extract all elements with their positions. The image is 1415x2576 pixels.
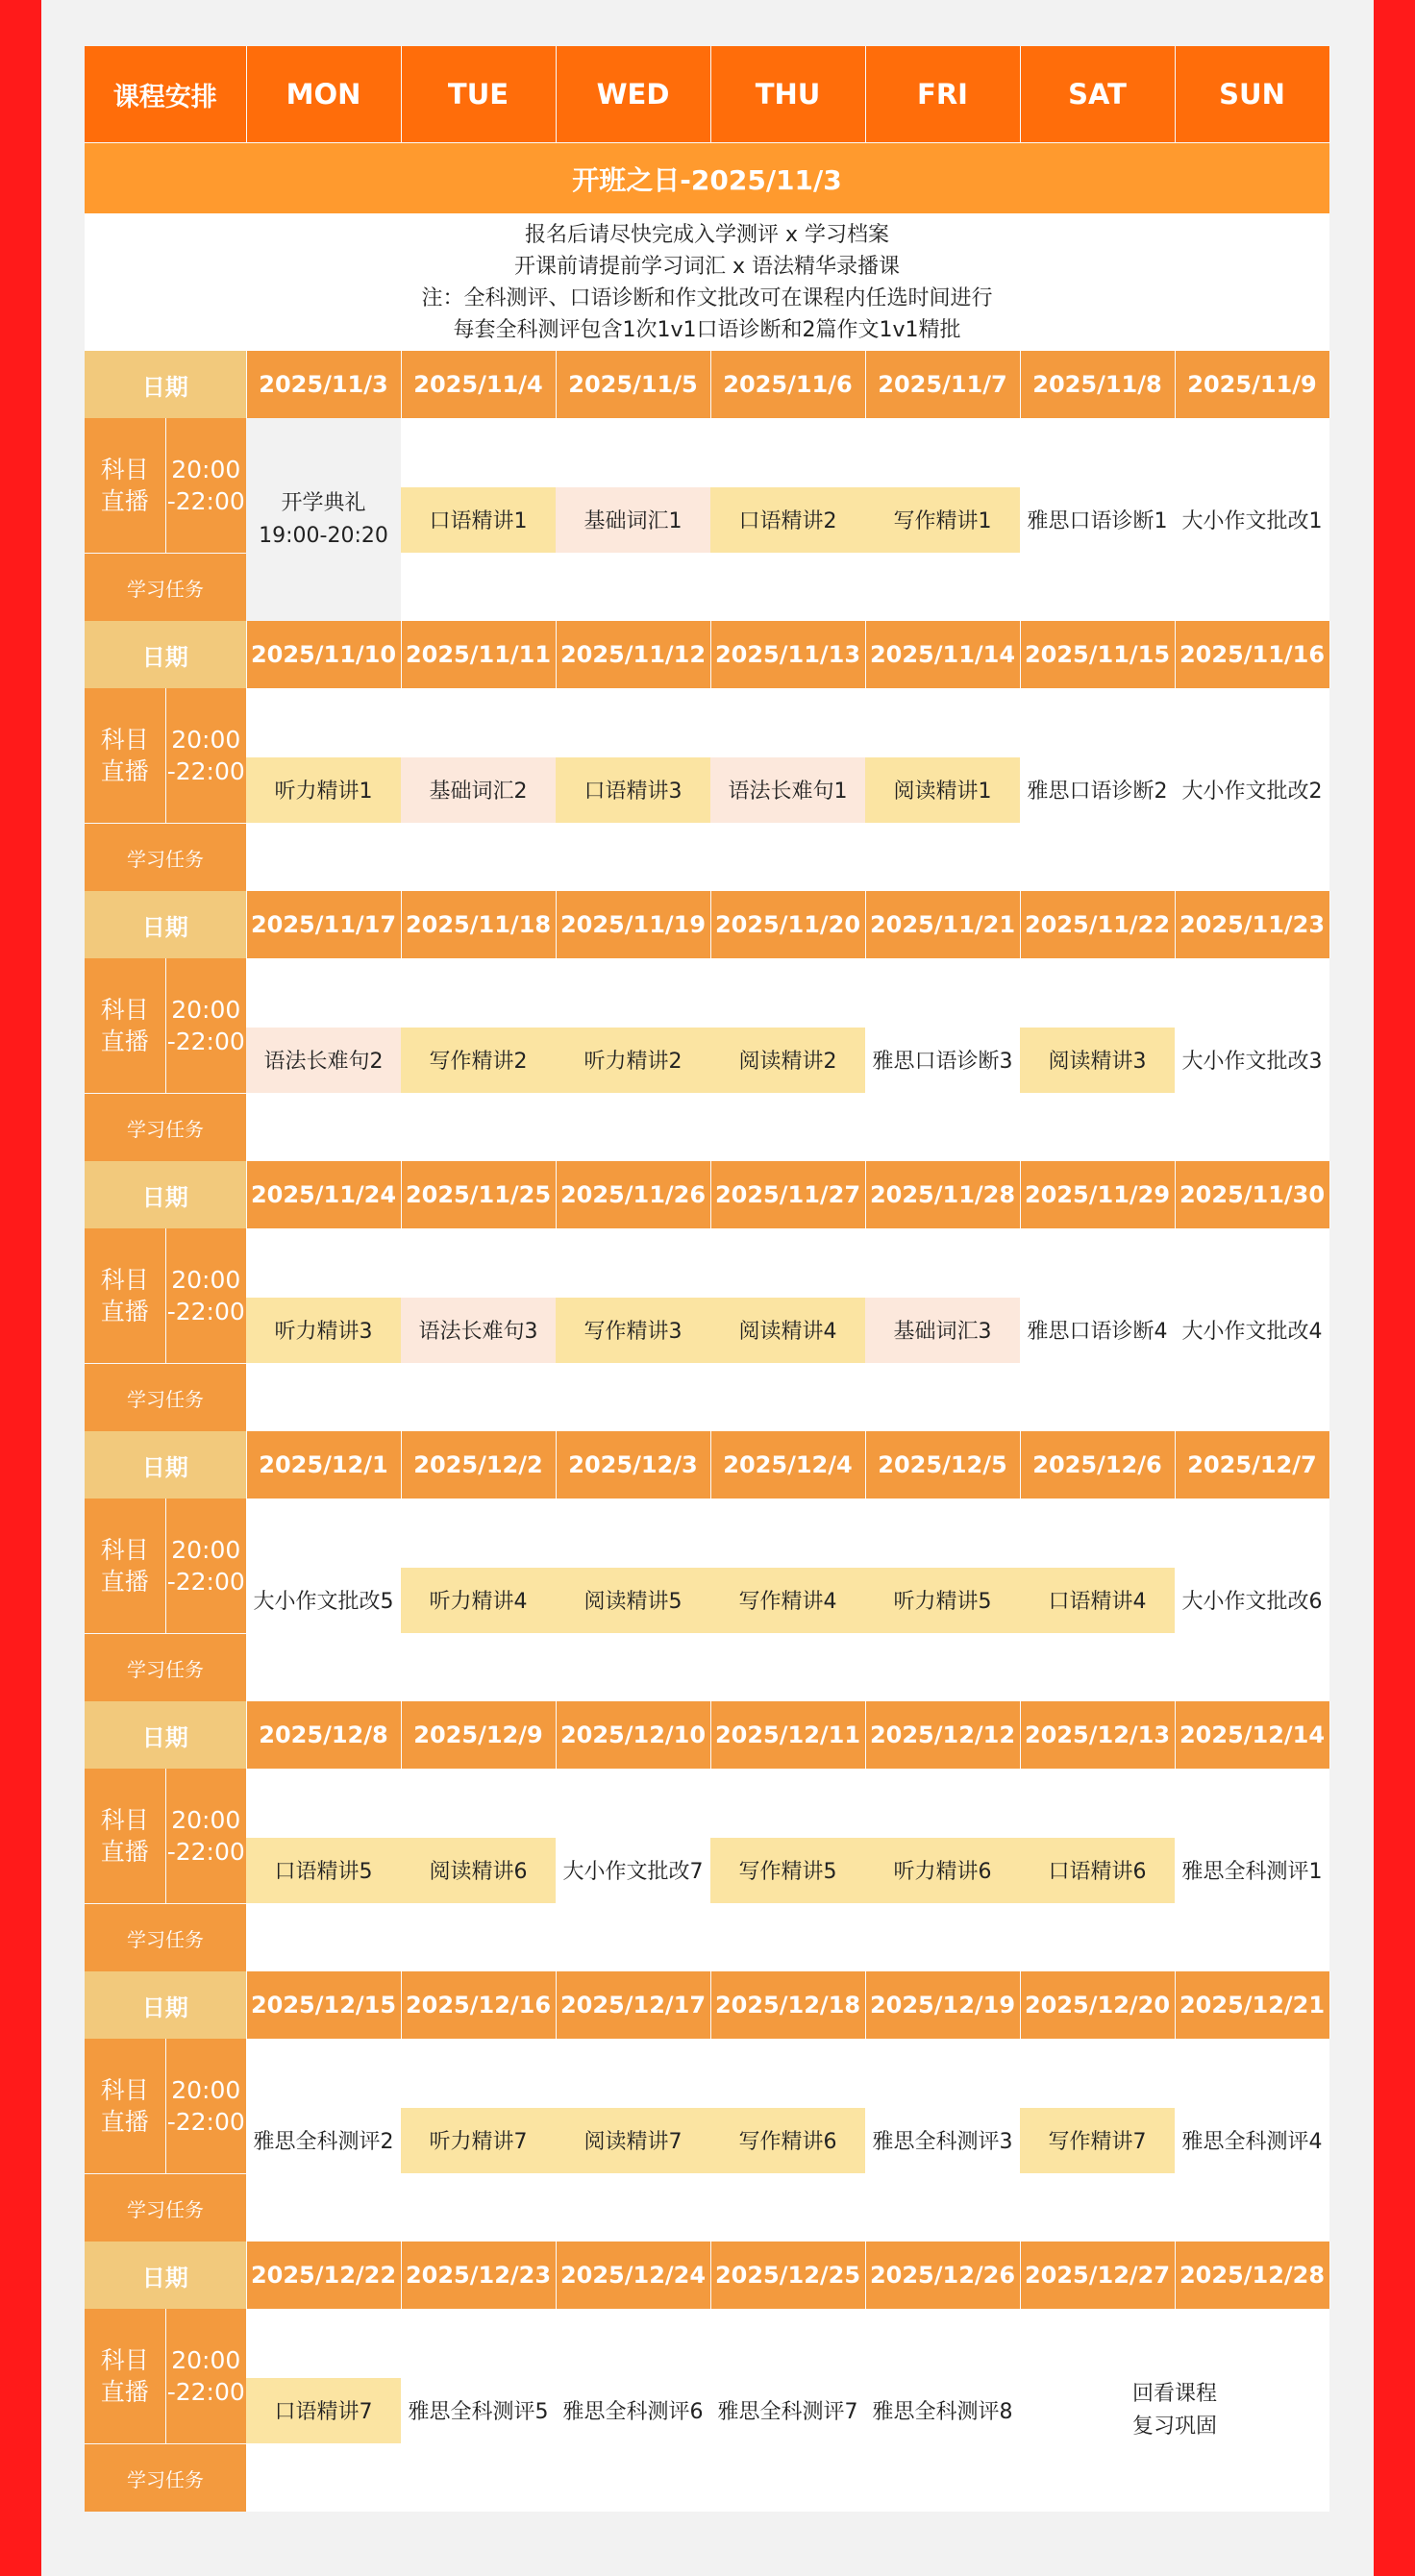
class-name: 雅思全科测评5: [408, 2400, 549, 2424]
class-name: 口语精讲1: [401, 487, 556, 553]
class-name: 基础词汇2: [401, 757, 556, 823]
time-label-line2: -22:00: [166, 2378, 245, 2406]
date-cell: 2025/11/25: [401, 1161, 556, 1228]
date-cell: 2025/12/25: [710, 2242, 865, 2309]
time-label-line1: 20:00: [171, 1536, 241, 1564]
date-cell: 2025/12/2: [401, 1431, 556, 1499]
class-row: [85, 958, 1329, 1094]
time-label-line1: 20:00: [171, 1266, 241, 1294]
date-cell: 2025/11/29: [1020, 1161, 1175, 1228]
date-cell: 2025/12/27: [1020, 2242, 1175, 2309]
date-cell: 2025/12/8: [246, 1701, 401, 1769]
class-cell: [401, 2039, 556, 2242]
study-task-label: 学习任务: [85, 2174, 246, 2242]
live-time-label: [165, 1499, 246, 1634]
class-cell: [1175, 1499, 1329, 1701]
date-cell: 2025/11/14: [865, 621, 1020, 688]
subject-label-line1: 科目: [100, 1536, 149, 1564]
class-name: 大小作文批改6: [1181, 1590, 1323, 1614]
class-cell: [246, 1769, 401, 1971]
day-header-sun: SUN: [1175, 46, 1329, 143]
date-label: 日期: [85, 1431, 246, 1499]
class-name: 雅思全科测评4: [1181, 2130, 1323, 2154]
class-cell: [246, 1228, 401, 1431]
subject-label-line1: 科目: [100, 1806, 149, 1834]
class-name: 雅思全科测评2: [253, 2130, 394, 2154]
date-label: 日期: [85, 1701, 246, 1769]
class-name: 大小作文批改4: [1181, 1320, 1323, 1344]
subject-label-line1: 科目: [100, 456, 149, 483]
class-cell: [1020, 418, 1175, 621]
date-row: [85, 351, 1329, 418]
class-cell: [401, 1499, 556, 1701]
class-name: 大小作文批改7: [562, 1860, 704, 1884]
date-cell: 2025/11/9: [1175, 351, 1329, 418]
date-row: [85, 621, 1329, 688]
class-name: 写作精讲7: [1020, 2108, 1175, 2173]
date-row: [85, 2242, 1329, 2309]
class-name: 口语精讲5: [246, 1838, 401, 1903]
class-name: 基础词汇1: [556, 487, 710, 553]
class-cell: [865, 2309, 1020, 2512]
subject-label-line1: 科目: [100, 2346, 149, 2374]
class-name: 阅读精讲4: [710, 1298, 865, 1363]
date-cell: 2025/12/4: [710, 1431, 865, 1499]
date-cell: 2025/12/22: [246, 2242, 401, 2309]
date-cell: 2025/11/20: [710, 891, 865, 958]
class-name: 听力精讲1: [246, 757, 401, 823]
class-cell: [1020, 688, 1175, 891]
class-row: [85, 1499, 1329, 1634]
date-cell: 2025/11/17: [246, 891, 401, 958]
class-cell: [1020, 1228, 1175, 1431]
date-label: 日期: [85, 891, 246, 958]
date-cell: 2025/11/11: [401, 621, 556, 688]
time-label-line1: 20:00: [171, 1806, 241, 1834]
subject-label-line2: 直播: [100, 1298, 149, 1325]
date-cell: 2025/12/19: [865, 1971, 1020, 2039]
date-cell: 2025/12/7: [1175, 1431, 1329, 1499]
date-cell: 2025/11/10: [246, 621, 401, 688]
time-label-line2: -22:00: [166, 487, 245, 515]
class-name: 雅思全科测评7: [717, 2400, 858, 2424]
class-cell: [401, 2309, 556, 2512]
subject-label-line1: 科目: [100, 726, 149, 754]
notes-block: [85, 213, 1329, 351]
class-cell: [710, 688, 865, 891]
note-line: 开课前请提前学习词汇 x 语法精华录播课: [513, 254, 900, 279]
subject-live-label: [85, 418, 165, 554]
class-cell: [401, 418, 556, 621]
time-label-line2: -22:00: [166, 1298, 245, 1325]
class-name: 听力精讲5: [865, 1568, 1020, 1633]
class-cell: [710, 418, 865, 621]
class-cell: [556, 1769, 710, 1971]
class-row: [85, 688, 1329, 824]
class-cell: [556, 418, 710, 621]
class-cell: [1020, 958, 1175, 1161]
class-cell: [401, 958, 556, 1161]
time-label-line2: -22:00: [166, 757, 245, 785]
class-name: 雅思全科测评6: [562, 2400, 704, 2424]
date-cell: 2025/12/6: [1020, 1431, 1175, 1499]
date-row: [85, 1161, 1329, 1228]
class-name: 基础词汇3: [865, 1298, 1020, 1363]
date-cell: 2025/12/11: [710, 1701, 865, 1769]
date-cell: 2025/12/10: [556, 1701, 710, 1769]
class-name: 雅思全科测评1: [1181, 1860, 1323, 1884]
subject-label-line1: 科目: [100, 996, 149, 1024]
class-cell: [1175, 958, 1329, 1161]
class-cell: [401, 1228, 556, 1431]
class-cell: [710, 2309, 865, 2512]
class-cell: [865, 2039, 1020, 2242]
study-task-label: 学习任务: [85, 824, 246, 892]
class-name: 写作精讲2: [401, 1028, 556, 1093]
class-cell: [1175, 1769, 1329, 1971]
date-cell: 2025/11/8: [1020, 351, 1175, 418]
live-time-label: [165, 2309, 246, 2444]
left-red-border: [0, 0, 41, 2576]
class-name: 雅思口语诊断4: [1027, 1320, 1168, 1344]
class-name: 口语精讲6: [1020, 1838, 1175, 1903]
class-name: 语法长难句3: [401, 1298, 556, 1363]
date-cell: 2025/11/26: [556, 1161, 710, 1228]
study-task-label: 学习任务: [85, 554, 246, 622]
live-time-label: [165, 688, 246, 824]
subject-label-line1: 科目: [100, 1266, 149, 1294]
notes-row: [85, 213, 1329, 351]
class-cell: [401, 688, 556, 891]
review-line: 回看课程: [1131, 2381, 1217, 2406]
opening-row: [85, 143, 1329, 214]
class-cell: [401, 1769, 556, 1971]
class-cell: [1175, 2039, 1329, 2242]
date-label: 日期: [85, 351, 246, 418]
live-time-label: [165, 2039, 246, 2174]
class-cell: [556, 1499, 710, 1701]
class-name: 写作精讲6: [710, 2108, 865, 2173]
date-label: 日期: [85, 1971, 246, 2039]
day-header-wed: WED: [556, 46, 710, 143]
date-cell: 2025/12/26: [865, 2242, 1020, 2309]
date-cell: 2025/11/5: [556, 351, 710, 418]
subject-live-label: [85, 1228, 165, 1364]
note-line: 报名后请尽快完成入学测评 x 学习档案: [524, 222, 889, 247]
date-cell: 2025/11/21: [865, 891, 1020, 958]
subject-live-label: [85, 958, 165, 1094]
schedule-title: 课程安排: [85, 46, 246, 143]
class-row: [85, 1769, 1329, 1904]
subject-label-line2: 直播: [100, 487, 149, 515]
live-time-label: [165, 958, 246, 1094]
subject-label-line2: 直播: [100, 2378, 149, 2406]
class-name: 阅读精讲6: [401, 1838, 556, 1903]
class-name: 写作精讲4: [710, 1568, 865, 1633]
time-label-line2: -22:00: [166, 1568, 245, 1596]
date-cell: 2025/11/30: [1175, 1161, 1329, 1228]
live-time-label: [165, 418, 246, 554]
class-cell: [865, 1499, 1020, 1701]
date-cell: 2025/12/23: [401, 2242, 556, 2309]
time-label-line1: 20:00: [171, 996, 241, 1024]
date-cell: 2025/12/18: [710, 1971, 865, 2039]
class-name: 雅思口语诊断1: [1027, 509, 1168, 533]
class-cell: [556, 2309, 710, 2512]
time-label-line2: -22:00: [166, 2108, 245, 2136]
date-cell: 2025/11/27: [710, 1161, 865, 1228]
class-row: [85, 2309, 1329, 2444]
date-cell: 2025/12/1: [246, 1431, 401, 1499]
date-label: 日期: [85, 2242, 246, 2309]
date-cell: 2025/11/13: [710, 621, 865, 688]
subject-label-line2: 直播: [100, 1838, 149, 1866]
class-name: 写作精讲1: [865, 487, 1020, 553]
date-cell: 2025/11/16: [1175, 621, 1329, 688]
date-row: [85, 1701, 1329, 1769]
class-name: 雅思全科测评3: [872, 2130, 1013, 2154]
note-line: 每套全科测评包含1次1v1口语诊断和2篇作文1v1精批: [453, 317, 961, 342]
live-time-label: [165, 1228, 246, 1364]
date-cell: 2025/12/28: [1175, 2242, 1329, 2309]
date-row: [85, 1431, 1329, 1499]
subject-live-label: [85, 1769, 165, 1904]
class-cell: [246, 688, 401, 891]
class-name: 写作精讲3: [556, 1298, 710, 1363]
time-label-line1: 20:00: [171, 726, 241, 754]
date-cell: 2025/11/7: [865, 351, 1020, 418]
time-label-line1: 20:00: [171, 2346, 241, 2374]
class-cell: [865, 1228, 1020, 1431]
class-cell: [865, 958, 1020, 1161]
subject-label-line2: 直播: [100, 2108, 149, 2136]
class-cell: [1175, 418, 1329, 621]
time-label-line2: -22:00: [166, 1028, 245, 1055]
class-name: 语法长难句1: [710, 757, 865, 823]
date-label: 日期: [85, 1161, 246, 1228]
date-cell: 2025/11/24: [246, 1161, 401, 1228]
date-cell: 2025/11/4: [401, 351, 556, 418]
class-cell: [1175, 1228, 1329, 1431]
date-label: 日期: [85, 621, 246, 688]
date-cell: 2025/11/6: [710, 351, 865, 418]
day-header-fri: FRI: [865, 46, 1020, 143]
class-name: 阅读精讲7: [556, 2108, 710, 2173]
class-name: 大小作文批改2: [1181, 780, 1323, 804]
review-line: 复习巩固: [1131, 2414, 1217, 2439]
class-name: 大小作文批改1: [1181, 509, 1323, 533]
study-task-label: 学习任务: [85, 1634, 246, 1702]
date-cell: 2025/12/9: [401, 1701, 556, 1769]
class-name: 大小作文批改3: [1181, 1050, 1323, 1074]
class-cell: [1020, 2039, 1175, 2242]
class-name: 口语精讲4: [1020, 1568, 1175, 1633]
opening-date-banner: 开班之日-2025/11/3: [85, 143, 1329, 214]
date-cell: 2025/11/23: [1175, 891, 1329, 958]
date-cell: 2025/12/3: [556, 1431, 710, 1499]
subject-label-line2: 直播: [100, 757, 149, 785]
course-schedule-table: [85, 46, 1330, 2512]
class-name: 阅读精讲3: [1020, 1028, 1175, 1093]
class-name: 听力精讲3: [246, 1298, 401, 1363]
date-cell: 2025/12/16: [401, 1971, 556, 2039]
date-cell: 2025/12/20: [1020, 1971, 1175, 2039]
class-name: 听力精讲2: [556, 1028, 710, 1093]
date-cell: 2025/11/15: [1020, 621, 1175, 688]
class-cell: [246, 418, 401, 621]
study-task-label: 学习任务: [85, 2444, 246, 2513]
date-cell: 2025/12/21: [1175, 1971, 1329, 2039]
day-header-mon: MON: [246, 46, 401, 143]
day-header-sat: SAT: [1020, 46, 1175, 143]
class-name: 雅思口语诊断2: [1027, 780, 1168, 804]
date-cell: 2025/12/24: [556, 2242, 710, 2309]
class-cell: [556, 958, 710, 1161]
subject-live-label: [85, 2309, 165, 2444]
live-time-label: [165, 1769, 246, 1904]
date-cell: 2025/11/12: [556, 621, 710, 688]
subject-live-label: [85, 1499, 165, 1634]
study-task-label: 学习任务: [85, 1904, 246, 1972]
class-cell: [865, 688, 1020, 891]
date-cell: 2025/12/13: [1020, 1701, 1175, 1769]
study-task-label: 学习任务: [85, 1094, 246, 1162]
header-row: [85, 46, 1329, 143]
class-name: 阅读精讲5: [556, 1568, 710, 1633]
class-name: 雅思全科测评8: [872, 2400, 1013, 2424]
subject-label-line1: 科目: [100, 2076, 149, 2104]
class-cell: [710, 1769, 865, 1971]
class-name: 口语精讲3: [556, 757, 710, 823]
class-cell: [246, 2039, 401, 2242]
subject-label-line2: 直播: [100, 1028, 149, 1055]
date-cell: 2025/11/22: [1020, 891, 1175, 958]
class-cell: [246, 958, 401, 1161]
date-cell: 2025/12/5: [865, 1431, 1020, 1499]
date-cell: 2025/12/15: [246, 1971, 401, 2039]
class-name: 阅读精讲1: [865, 757, 1020, 823]
class-name: 语法长难句2: [246, 1028, 401, 1093]
class-name: 雅思口语诊断3: [872, 1050, 1013, 1074]
subject-live-label: [85, 2039, 165, 2174]
class-cell: [556, 2039, 710, 2242]
right-red-border: [1374, 0, 1415, 2576]
date-row: [85, 891, 1329, 958]
class-name: 听力精讲4: [401, 1568, 556, 1633]
class-cell: [710, 2039, 865, 2242]
class-cell: [1175, 688, 1329, 891]
class-cell: [1020, 1769, 1175, 1971]
class-name: 大小作文批改5: [253, 1590, 394, 1614]
date-cell: 2025/11/18: [401, 891, 556, 958]
class-cell: [1020, 1499, 1175, 1701]
class-row: [85, 2039, 1329, 2174]
note-line: 注：全科测评、口语诊断和作文批改可在课程内任选时间进行: [421, 285, 993, 310]
class-cell: [865, 1769, 1020, 1971]
day-header-thu: THU: [710, 46, 865, 143]
subject-label-line2: 直播: [100, 1568, 149, 1596]
class-cell: [246, 2309, 401, 2512]
study-task-label: 学习任务: [85, 1364, 246, 1432]
class-cell: [556, 1228, 710, 1431]
class-name: 开学典礼: [281, 490, 366, 515]
date-cell: 2025/12/17: [556, 1971, 710, 2039]
class-cell: [246, 1499, 401, 1701]
class-cell: [710, 1499, 865, 1701]
class-cell: [865, 418, 1020, 621]
class-name: 听力精讲6: [865, 1838, 1020, 1903]
class-cell: [556, 688, 710, 891]
date-cell: 2025/11/28: [865, 1161, 1020, 1228]
class-name: 听力精讲7: [401, 2108, 556, 2173]
class-name: 口语精讲2: [710, 487, 865, 553]
class-name: 口语精讲7: [246, 2378, 401, 2443]
day-header-tue: TUE: [401, 46, 556, 143]
date-cell: 2025/11/3: [246, 351, 401, 418]
time-label-line2: -22:00: [166, 1838, 245, 1866]
time-label-line1: 20:00: [171, 456, 241, 483]
date-row: [85, 1971, 1329, 2039]
class-row: [85, 418, 1329, 554]
review-cell: [1020, 2309, 1329, 2512]
class-cell: [710, 958, 865, 1161]
class-name: 阅读精讲2: [710, 1028, 865, 1093]
subject-live-label: [85, 688, 165, 824]
time-label-line1: 20:00: [171, 2076, 241, 2104]
date-cell: 2025/12/12: [865, 1701, 1020, 1769]
class-row: [85, 1228, 1329, 1364]
class-time: 19:00-20:20: [259, 523, 388, 548]
date-cell: 2025/11/19: [556, 891, 710, 958]
class-name: 写作精讲5: [710, 1838, 865, 1903]
date-cell: 2025/12/14: [1175, 1701, 1329, 1769]
class-cell: [710, 1228, 865, 1431]
